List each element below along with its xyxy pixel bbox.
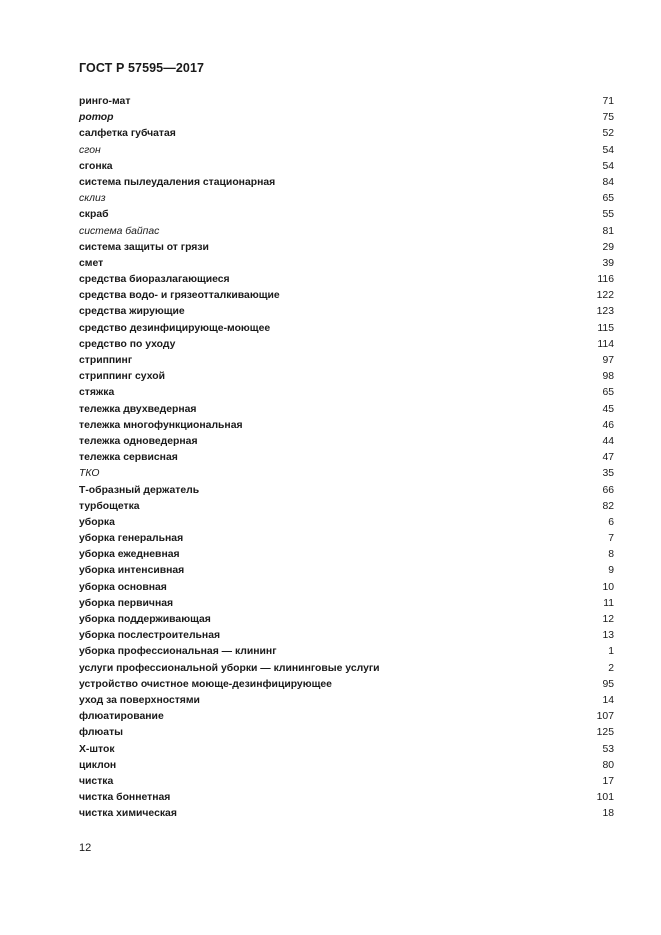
index-entry [79,110,614,126]
index-page-number: 12 [602,614,614,625]
index-term: Х-шток [79,743,115,755]
index-page-number: 80 [602,759,614,771]
index-page-number: 114 [597,338,614,350]
index-page-number: 125 [596,727,614,739]
index-page-number: 7 [608,533,614,545]
index-term: уборка генеральная [79,533,184,545]
index-term: скраб [79,209,109,221]
alphabetical-index [79,94,614,822]
index-term: средства биоразлагающиеся [79,274,230,286]
index-entry [79,450,614,466]
index-page-number: 8 [608,549,614,561]
index-entry [79,628,614,644]
index-term: ротор [79,112,114,124]
index-entry [79,547,614,563]
index-term: средства жирующие [79,306,185,318]
index-entry [79,353,614,369]
index-term: средство дезинфицирующе-моющее [79,322,271,334]
index-term: стриппинг сухой [79,371,165,383]
index-page-number: 2 [608,662,614,674]
index-entry [79,725,614,741]
index-page-number: 17 [602,775,614,787]
index-term: система пылеудаления стационарная [79,176,276,188]
index-term: уборка послестроительная [79,630,221,642]
index-entry [79,466,614,482]
index-term: чистка боннетная [79,792,171,804]
index-entry [79,272,614,288]
index-page-number: 98 [602,371,614,383]
index-term: ринго-мат [79,96,131,107]
index-page-number: 11 [603,597,614,609]
index-term: уборка поддерживающая [79,614,211,625]
index-term: сгон [79,144,101,156]
index-entry [79,175,614,191]
index-page-number: 66 [602,484,614,496]
index-page-number: 101 [596,792,614,804]
page-number: 12 [79,842,92,854]
index-page-number: 45 [602,403,614,415]
index-entry [79,580,614,596]
index-page-number: 115 [597,322,614,334]
index-page-number: 122 [596,290,614,302]
index-term: Т-образный держатель [79,484,200,496]
index-entry [79,790,614,806]
index-entry [79,677,614,693]
index-entry [79,224,614,240]
index-entry [79,515,614,531]
index-term: тележка одноведерная [79,435,198,447]
index-term: чистка химическая [79,808,177,820]
index-term: уборка ежедневная [79,549,180,561]
index-page-number: 1 [608,646,614,658]
index-page-number: 29 [602,241,614,253]
index-entry [79,661,614,677]
index-term: система байпас [79,225,160,237]
index-page-number: 82 [602,500,614,512]
index-term: уборка [79,516,115,528]
index-entry [79,143,614,159]
index-term: система защиты от грязи [79,241,209,253]
index-entry [79,596,614,612]
index-page-number: 9 [608,565,614,577]
index-page-number: 97 [602,355,614,366]
index-entry [79,385,614,401]
index-page-number: 39 [602,257,614,269]
index-page-number: 14 [602,694,614,706]
index-page-number: 46 [602,419,614,431]
index-page-number: 107 [596,711,614,723]
index-page-number: 55 [602,209,614,221]
index-page-number: 54 [602,160,614,172]
index-page-number: 54 [602,144,614,156]
index-entry [79,693,614,709]
index-term: склиз [79,193,106,205]
index-page-number: 81 [602,225,614,237]
index-entry [79,434,614,450]
index-term: средства водо- и грязеотталкивающие [79,290,280,302]
index-term: турбощетка [79,500,140,512]
index-entry [79,644,614,660]
index-page-number: 52 [602,128,614,140]
index-entry [79,758,614,774]
index-entry [79,806,614,822]
index-term: уборка интенсивная [79,565,185,577]
index-term: стяжка [79,387,115,399]
index-term: ТКО [79,468,100,480]
index-page-number: 65 [602,193,614,205]
index-page-number: 18 [602,808,614,820]
index-entry [79,499,614,515]
index-entry [79,612,614,628]
index-entry [79,321,614,337]
index-term: циклон [79,759,117,771]
index-entry [79,191,614,207]
index-term: тележка двухведерная [79,403,197,415]
document-header: ГОСТ Р 57595—2017 [79,61,205,75]
index-entry [79,742,614,758]
index-entry [79,369,614,385]
index-page-number: 10 [602,581,614,593]
index-entry [79,709,614,725]
index-page-number: 123 [596,306,614,318]
index-entry [79,256,614,272]
index-page-number: 6 [608,516,614,528]
index-page-number: 116 [597,274,614,286]
index-term: салфетка губчатая [79,128,176,140]
index-entry [79,240,614,256]
index-term: тележка многофункциональная [79,419,243,431]
index-term: флюатирование [79,711,164,723]
index-page-number: 84 [602,176,614,188]
index-page-number: 44 [602,435,614,447]
index-term: устройство очистное моюще-дезинфицирующее [79,678,332,690]
index-page-number: 65 [602,387,614,399]
index-term: смет [79,257,104,269]
index-term: уборка профессиональная — клининг [79,646,277,658]
index-page-number: 35 [602,468,614,480]
index-entry [79,563,614,579]
index-page-number: 53 [602,743,614,755]
index-entry [79,288,614,304]
index-term: уборка первичная [79,597,174,609]
index-term: уход за поверхностями [79,694,200,706]
index-term: сгонка [79,160,113,172]
index-term: средство по уходу [79,338,176,350]
index-term: услуги профессиональной уборки — клининговые услуги [79,662,380,674]
index-entry [79,774,614,790]
index-entry [79,418,614,434]
index-term: стриппинг [79,355,133,366]
index-page-number: 13 [602,630,614,642]
index-term: уборка основная [79,581,167,593]
index-page-number: 75 [602,112,614,124]
index-entry [79,207,614,223]
index-entry [79,483,614,499]
index-entry [79,126,614,142]
index-entry [79,531,614,547]
index-entry [79,402,614,418]
index-entry [79,304,614,320]
index-page-number: 71 [602,96,614,107]
index-term: чистка [79,775,114,787]
index-entry [79,159,614,175]
index-entry [79,94,614,110]
index-entry [79,337,614,353]
index-term: флюаты [79,727,124,739]
index-page-number: 47 [602,452,614,464]
index-page-number: 95 [602,678,614,690]
index-term: тележка сервисная [79,452,178,464]
